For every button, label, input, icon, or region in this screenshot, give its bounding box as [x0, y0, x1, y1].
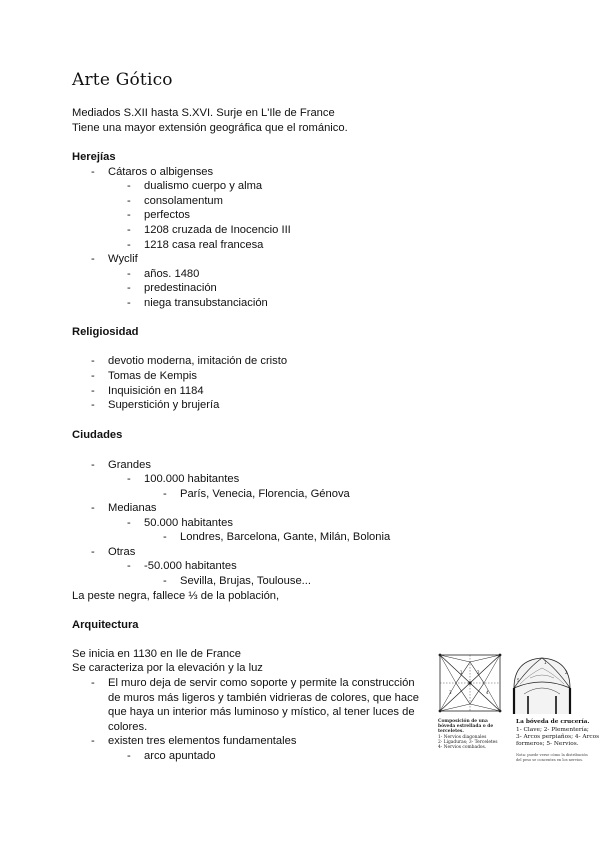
star-vault-plan-diagram	[436, 652, 506, 716]
list-item: 100.000 habitantes	[144, 473, 240, 485]
dash-bullet: -	[91, 546, 95, 558]
list-item: 1218 casa real francesa	[144, 239, 264, 251]
dash-bullet: -	[91, 735, 95, 747]
rib-vault-drawing	[510, 654, 574, 716]
vault-figure	[436, 652, 600, 764]
paragraph-line: La peste negra, fallece ⅓ de la población,	[72, 590, 280, 602]
section-heading-arquitectura: Arquitectura	[72, 619, 139, 631]
section-heading-religiosidad: Religiosidad	[72, 326, 139, 338]
paragraph-line: Se inicia en 1130 en Ile de France	[72, 648, 241, 660]
svg-text:4: 4	[486, 690, 489, 695]
dash-bullet: -	[127, 297, 131, 309]
figure-caption: 4- Nervios combados.	[438, 745, 487, 750]
list-item-line: que haya un interior más luminoso y místico, al tener luces de	[108, 706, 415, 718]
list-item: 50.000 habitantes	[144, 517, 233, 529]
svg-text:2: 2	[477, 670, 480, 675]
list-item-line: de muros más ligeros y también vidrieras de colores, que hace	[108, 692, 419, 704]
dash-bullet: -	[127, 560, 131, 572]
list-item: Grandes	[108, 459, 151, 471]
figure-caption-title: La bóveda de crucería.	[516, 719, 590, 725]
list-item: predestinación	[144, 282, 217, 294]
figure-caption: 3- Arcos perpiaños; 4- Arcos	[516, 734, 600, 740]
dash-bullet: -	[91, 399, 95, 411]
dash-bullet: -	[163, 488, 167, 500]
list-item: consolamentum	[144, 195, 223, 207]
dash-bullet: -	[127, 195, 131, 207]
svg-text:1: 1	[460, 670, 463, 675]
dash-bullet: -	[163, 575, 167, 587]
dash-bullet: -	[91, 253, 95, 265]
list-item: existen tres elementos fundamentales	[108, 735, 297, 747]
list-item: Otras	[108, 546, 136, 558]
list-item: niega transubstanciación	[144, 297, 268, 309]
list-item: Medianas	[108, 502, 157, 514]
figure-caption: formeros; 5- Nervios.	[516, 741, 579, 747]
figure-caption: bóveda estrellada o de	[438, 724, 494, 729]
page-title: Arte Gótico	[72, 70, 173, 90]
dash-bullet: -	[91, 166, 95, 178]
dash-bullet: -	[127, 473, 131, 485]
dash-bullet: -	[91, 355, 95, 367]
list-item: Tomas de Kempis	[108, 370, 197, 382]
dash-bullet: -	[91, 502, 95, 514]
dash-bullet: -	[127, 209, 131, 221]
figure-caption: 2- Ligaduras; 3- Terceletes	[438, 740, 498, 745]
dash-bullet: -	[127, 517, 131, 529]
dash-bullet: -	[91, 677, 95, 689]
figure-note: Nota: puede verse cómo la distribución	[516, 753, 588, 757]
svg-text:3: 3	[449, 690, 452, 695]
figure-caption: 1- Clave; 2- Plementería;	[516, 727, 589, 733]
list-item-line: colores.	[108, 721, 148, 733]
dash-bullet: -	[91, 370, 95, 382]
intro-line: Mediados S.XII hasta S.XVI. Surje en L'Ile de France	[72, 107, 335, 119]
list-item: 1208 cruzada de Inocencio III	[144, 224, 291, 236]
list-item: Cátaros o albigenses	[108, 166, 214, 178]
list-item-line: El muro deja de servir como soporte y permite la construcción	[108, 677, 415, 689]
dash-bullet: -	[91, 385, 95, 397]
list-item: perfectos	[144, 209, 191, 221]
dash-bullet: -	[91, 459, 95, 471]
figure-caption: 1- Nervios diagonales	[438, 735, 487, 740]
list-item: años. 1480	[144, 268, 200, 280]
list-item: Superstición y brujería	[108, 399, 220, 411]
section-heading-herejias: Herejías	[72, 151, 116, 163]
list-item: Londres, Barcelona, Gante, Milán, Bolonia	[180, 531, 391, 543]
figure-note: del peso se concentra en los nervios.	[516, 758, 584, 762]
dash-bullet: -	[127, 268, 131, 280]
intro-line: Tiene una mayor extensión geográfica que el románico.	[72, 122, 348, 134]
paragraph-line: Se caracteriza por la elevación y la luz	[72, 662, 263, 674]
dash-bullet: -	[127, 239, 131, 251]
dash-bullet: -	[127, 180, 131, 192]
list-item: devotio moderna, imitación de cristo	[108, 355, 288, 367]
figure-caption: Composición de una	[438, 719, 488, 724]
list-item: dualismo cuerpo y alma	[144, 180, 263, 192]
list-item: Wyclif	[108, 253, 138, 265]
list-item: Inquisición en 1184	[108, 385, 204, 397]
svg-text:2: 2	[565, 670, 568, 675]
list-item: París, Venecia, Florencia, Génova	[180, 488, 350, 500]
section-heading-ciudades: Ciudades	[72, 429, 123, 441]
svg-text:5: 5	[517, 678, 520, 683]
svg-text:1: 1	[544, 660, 547, 665]
list-item: Sevilla, Brujas, Toulouse...	[180, 575, 312, 587]
list-item: -50.000 habitantes	[144, 560, 237, 572]
dash-bullet: -	[127, 224, 131, 236]
dash-bullet: -	[127, 282, 131, 294]
dash-bullet: -	[163, 531, 167, 543]
dash-bullet: -	[127, 750, 131, 762]
list-item: arco apuntado	[144, 750, 216, 762]
figure-caption: terceletes.	[438, 729, 464, 734]
